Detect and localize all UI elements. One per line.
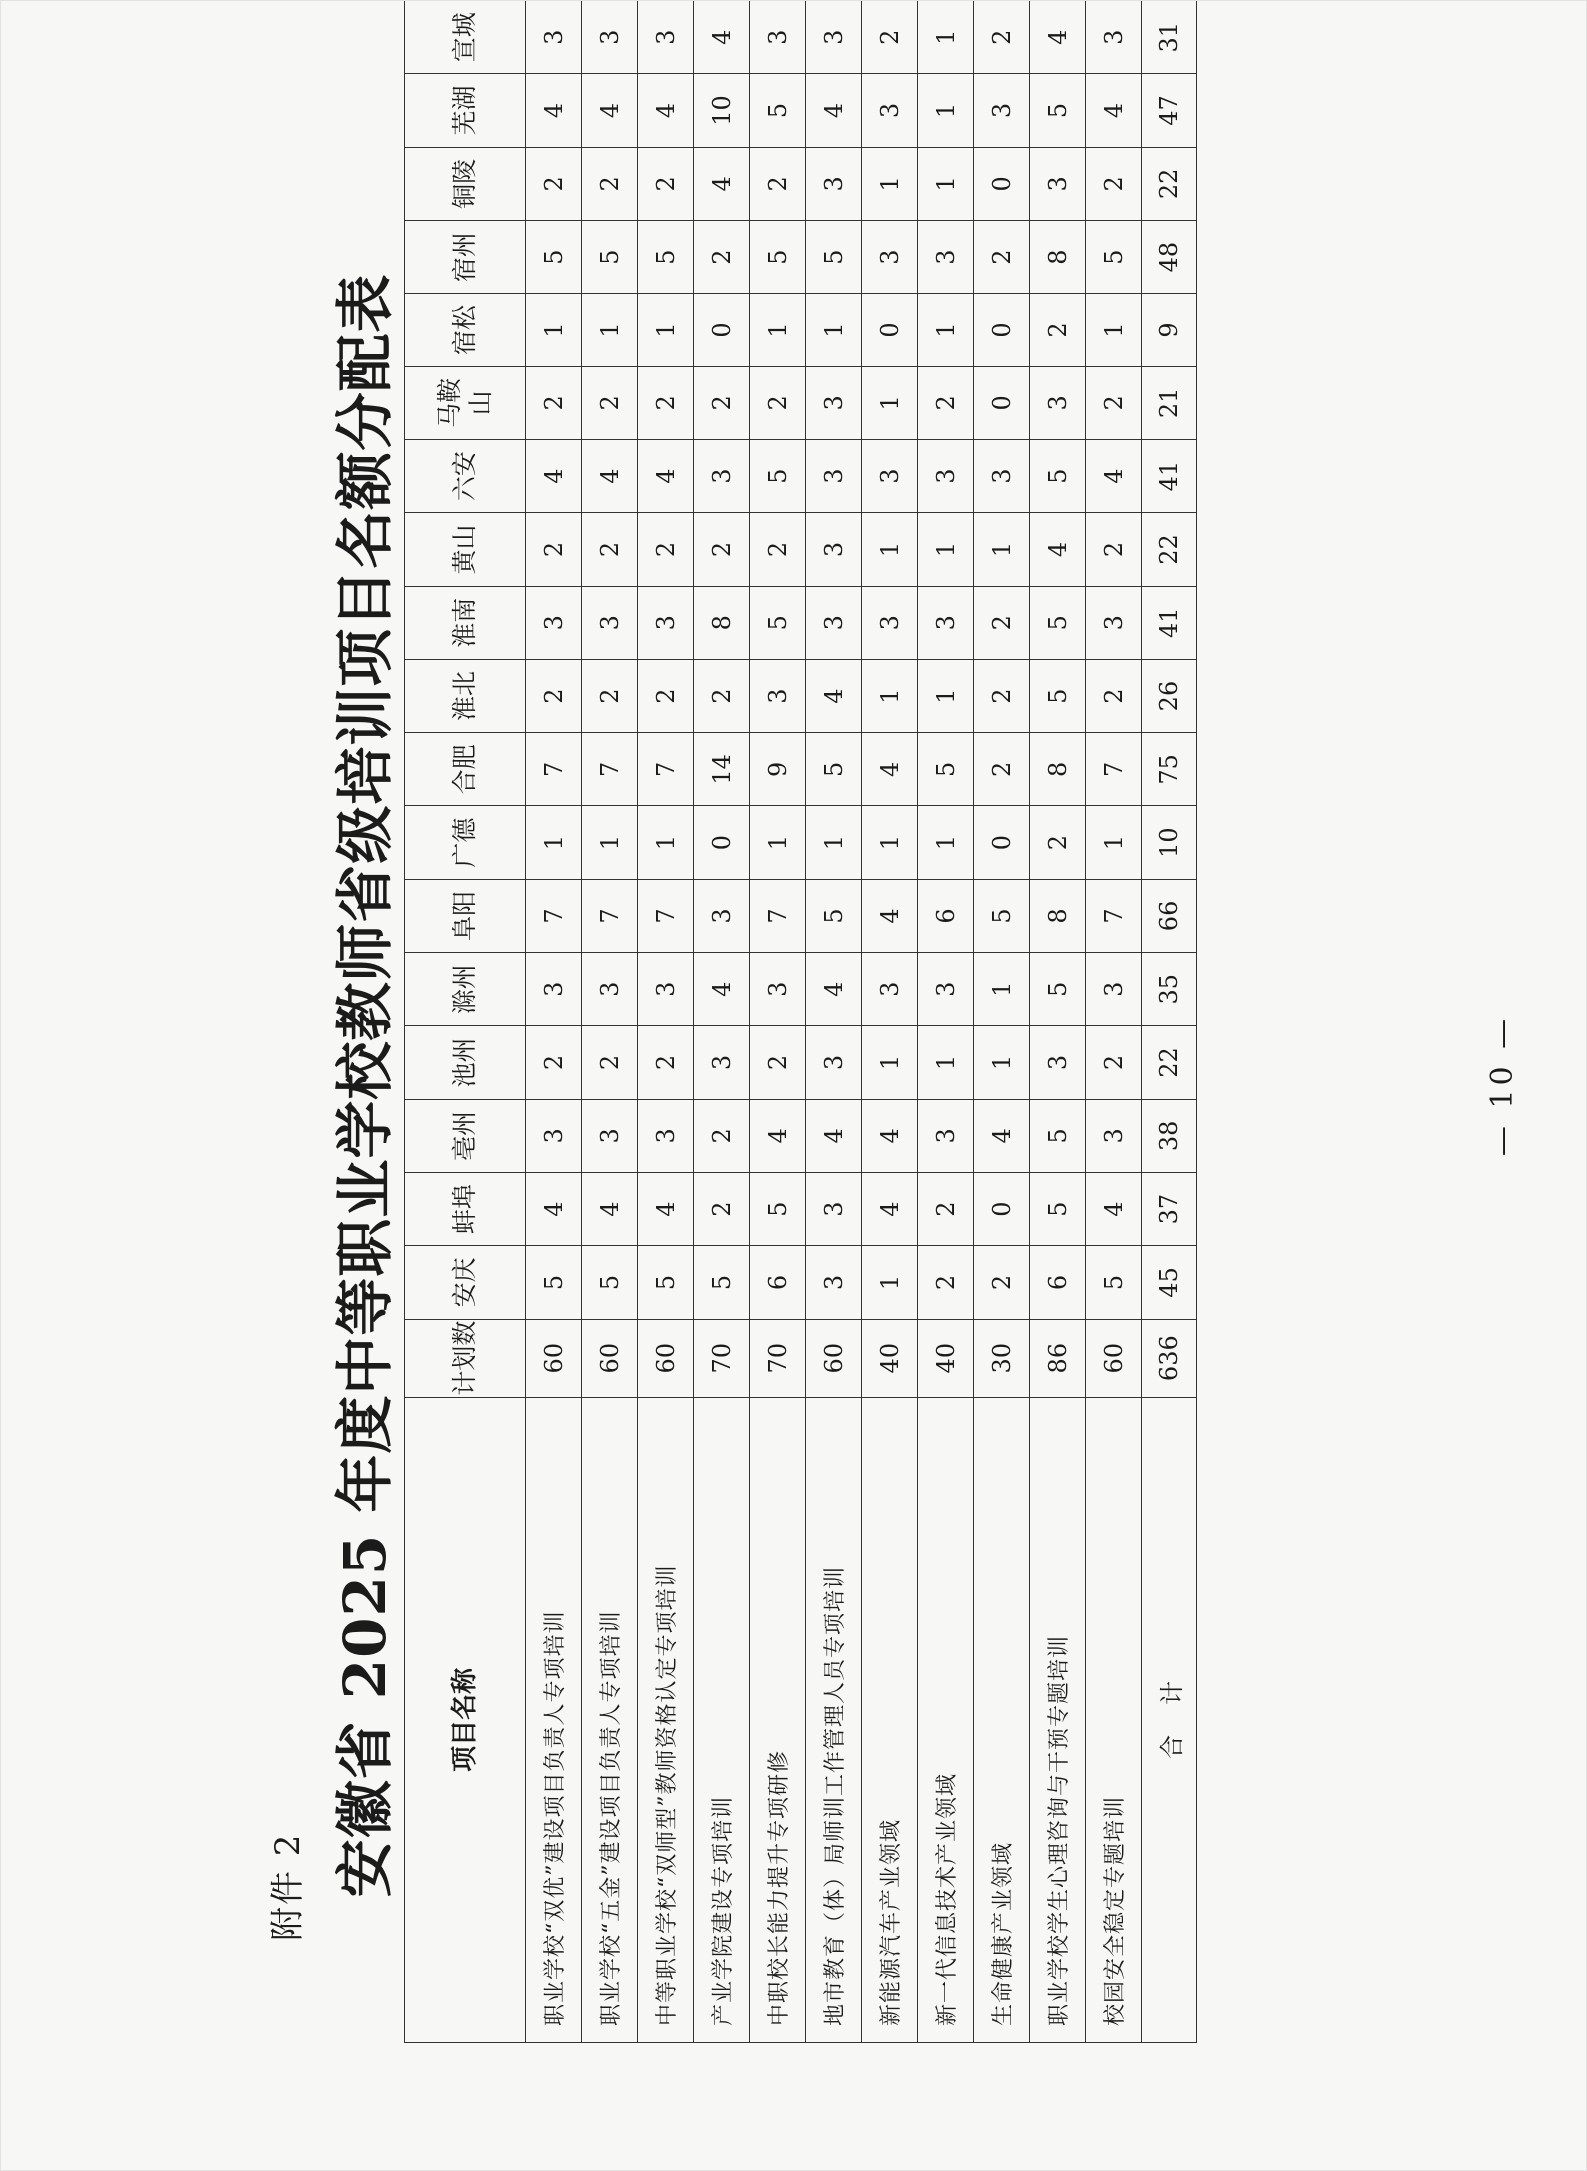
quota-cell: 4: [806, 74, 862, 147]
quota-cell: 5: [750, 220, 806, 293]
quota-cell: 4: [694, 953, 750, 1026]
quota-cell: 4: [582, 74, 638, 147]
total-quota-cell: 22: [1142, 147, 1197, 220]
quota-cell: 2: [638, 366, 694, 439]
quota-cell: 4: [862, 733, 918, 806]
quota-cell: 5: [1030, 440, 1086, 513]
quota-cell: 2: [918, 366, 974, 439]
quota-cell: 2: [638, 1026, 694, 1099]
quota-cell: 2: [582, 1026, 638, 1099]
quota-cell: 2: [974, 1, 1030, 74]
quota-cell: 4: [638, 440, 694, 513]
planned-count-cell: 86: [1030, 1319, 1086, 1397]
column-header: 项目名称: [405, 1397, 526, 2042]
total-quota-cell: 22: [1142, 1026, 1197, 1099]
quota-cell: 3: [806, 1, 862, 74]
total-row: [1142, 1, 1197, 2043]
table-row: [862, 1, 918, 2043]
quota-cell: 2: [974, 220, 1030, 293]
table-header-row: [405, 1, 526, 2043]
quota-cell: 5: [638, 220, 694, 293]
quota-cell: 3: [1030, 147, 1086, 220]
quota-cell: 5: [526, 1246, 582, 1319]
project-name-cell: 校园安全稳定专题培训: [1086, 1397, 1142, 2042]
quota-cell: 3: [694, 440, 750, 513]
quota-cell: 4: [862, 879, 918, 952]
quota-cell: 2: [918, 1172, 974, 1245]
quota-cell: 3: [806, 147, 862, 220]
total-quota-cell: 45: [1142, 1246, 1197, 1319]
planned-count-cell: 70: [694, 1319, 750, 1397]
quota-cell: 5: [1030, 1172, 1086, 1245]
quota-cell: 5: [750, 440, 806, 513]
column-header: 滁州: [405, 953, 526, 1026]
quota-cell: 2: [526, 1026, 582, 1099]
quota-cell: 2: [526, 147, 582, 220]
quota-cell: 1: [806, 294, 862, 366]
quota-cell: 1: [582, 806, 638, 879]
quota-cell: 2: [750, 1026, 806, 1099]
quota-cell: 2: [750, 147, 806, 220]
table-row: [974, 1, 1030, 2043]
quota-cell: 3: [582, 1, 638, 74]
quota-cell: 3: [862, 953, 918, 1026]
quota-cell: 1: [974, 1026, 1030, 1099]
quota-cell: 14: [694, 733, 750, 806]
quota-cell: 2: [1086, 659, 1142, 732]
quota-cell: 3: [806, 1026, 862, 1099]
quota-cell: 0: [974, 294, 1030, 366]
quota-cell: 8: [694, 586, 750, 659]
total-quota-cell: 41: [1142, 586, 1197, 659]
quota-cell: 4: [862, 1172, 918, 1245]
quota-cell: 5: [1030, 74, 1086, 147]
project-name-cell: 产业学院建设专项培训: [694, 1397, 750, 2042]
table-row: [526, 1, 582, 2043]
quota-cell: 3: [582, 586, 638, 659]
quota-cell: 7: [582, 733, 638, 806]
quota-cell: 3: [1030, 366, 1086, 439]
quota-cell: 3: [638, 1, 694, 74]
column-header: 宿松: [405, 294, 526, 366]
quota-cell: 1: [806, 806, 862, 879]
quota-cell: 5: [918, 733, 974, 806]
quota-cell: 9: [750, 733, 806, 806]
quota-cell: 7: [526, 733, 582, 806]
quota-cell: 4: [638, 1172, 694, 1245]
quota-cell: 3: [1086, 953, 1142, 1026]
column-header: 宿州: [405, 220, 526, 293]
quota-cell: 2: [582, 366, 638, 439]
quota-cell: 3: [806, 1246, 862, 1319]
quota-cell: 5: [806, 220, 862, 293]
planned-count-cell: 30: [974, 1319, 1030, 1397]
quota-cell: 1: [918, 1026, 974, 1099]
column-header: 蚌埠: [405, 1172, 526, 1245]
column-header: 铜陵: [405, 147, 526, 220]
quota-cell: 0: [974, 366, 1030, 439]
table-body: [526, 1, 1197, 2043]
quota-cell: 5: [1030, 586, 1086, 659]
column-header: 宣城: [405, 1, 526, 74]
quota-cell: 5: [1030, 1099, 1086, 1172]
table-row: [750, 1, 806, 2043]
quota-cell: 2: [694, 513, 750, 586]
quota-cell: 2: [1086, 513, 1142, 586]
quota-cell: 3: [526, 953, 582, 1026]
quota-cell: 2: [526, 366, 582, 439]
quota-cell: 3: [918, 220, 974, 293]
quota-cell: 5: [638, 1246, 694, 1319]
page-title: 安徽省 2025 年度中等职业学校教师省级培训项目名额分配表: [331, 273, 399, 1898]
attachment-label: 附件 2: [268, 1832, 308, 1941]
column-header: 六安: [405, 440, 526, 513]
quota-cell: 3: [806, 366, 862, 439]
quota-cell: 1: [750, 294, 806, 366]
quota-cell: 1: [1086, 294, 1142, 366]
quota-cell: 0: [974, 147, 1030, 220]
planned-count-cell: 60: [1086, 1319, 1142, 1397]
quota-cell: 1: [862, 806, 918, 879]
quota-cell: 1: [918, 513, 974, 586]
planned-count-cell: 70: [750, 1319, 806, 1397]
quota-cell: 1: [974, 953, 1030, 1026]
quota-cell: 2: [918, 1246, 974, 1319]
total-quota-cell: 22: [1142, 513, 1197, 586]
quota-cell: 3: [974, 440, 1030, 513]
table-row: [694, 1, 750, 2043]
quota-cell: 2: [582, 513, 638, 586]
quota-cell: 3: [806, 586, 862, 659]
quota-cell: 2: [694, 220, 750, 293]
quota-cell: 2: [1030, 294, 1086, 366]
quota-cell: 5: [582, 1246, 638, 1319]
quota-cell: 4: [1086, 1172, 1142, 1245]
project-name-cell: 地市教育（体）局师训工作管理人员专项培训: [806, 1397, 862, 2042]
quota-cell: 2: [694, 659, 750, 732]
table-row: [806, 1, 862, 2043]
column-header: 黄山: [405, 513, 526, 586]
quota-cell: 3: [582, 953, 638, 1026]
quota-cell: 5: [1030, 953, 1086, 1026]
quota-cell: 1: [918, 1, 974, 74]
quota-cell: 1: [862, 147, 918, 220]
project-name-cell: 新能源汽车产业领域: [862, 1397, 918, 2042]
quota-cell: 1: [862, 513, 918, 586]
quota-cell: 3: [918, 953, 974, 1026]
quota-cell: 2: [1086, 1026, 1142, 1099]
quota-cell: 3: [750, 1, 806, 74]
quota-cell: 3: [638, 953, 694, 1026]
column-header: 合肥: [405, 733, 526, 806]
quota-cell: 1: [918, 74, 974, 147]
quota-cell: 2: [974, 733, 1030, 806]
column-header: 安庆: [405, 1246, 526, 1319]
quota-cell: 2: [862, 1, 918, 74]
quota-cell: 3: [862, 440, 918, 513]
quota-cell: 8: [1030, 733, 1086, 806]
column-header: 计划数: [405, 1319, 526, 1397]
project-name-cell: 职业学校学生心理咨询与干预专题培训: [1030, 1397, 1086, 2042]
quota-cell: 4: [526, 440, 582, 513]
quota-cell: 3: [1030, 1026, 1086, 1099]
quota-cell: 2: [750, 366, 806, 439]
total-quota-cell: 66: [1142, 879, 1197, 952]
quota-cell: 6: [918, 879, 974, 952]
table-row: [1030, 1, 1086, 2043]
quota-cell: 2: [974, 1246, 1030, 1319]
quota-cell: 4: [862, 1099, 918, 1172]
quota-cell: 3: [1086, 586, 1142, 659]
table-row: [918, 1, 974, 2043]
quota-cell: 1: [918, 659, 974, 732]
allocation-table: [404, 0, 1197, 2043]
table-row: [1086, 1, 1142, 2043]
quota-cell: 1: [862, 366, 918, 439]
quota-cell: 1: [1086, 806, 1142, 879]
quota-cell: 3: [750, 659, 806, 732]
quota-cell: 1: [862, 1026, 918, 1099]
quota-cell: 4: [638, 74, 694, 147]
quota-cell: 4: [806, 659, 862, 732]
quota-cell: 1: [862, 1246, 918, 1319]
quota-cell: 2: [1030, 806, 1086, 879]
quota-cell: 0: [974, 1172, 1030, 1245]
total-label: 合计: [1142, 1397, 1197, 2042]
planned-count-cell: 60: [526, 1319, 582, 1397]
quota-cell: 2: [638, 513, 694, 586]
quota-cell: 7: [1086, 733, 1142, 806]
quota-cell: 2: [526, 513, 582, 586]
quota-cell: 7: [582, 879, 638, 952]
quota-cell: 5: [1086, 220, 1142, 293]
quota-cell: 7: [638, 733, 694, 806]
project-name-cell: 中职校长能力提升专项研修: [750, 1397, 806, 2042]
quota-cell: 0: [694, 806, 750, 879]
quota-cell: 3: [638, 1099, 694, 1172]
quota-cell: 8: [1030, 220, 1086, 293]
quota-cell: 1: [918, 294, 974, 366]
quota-cell: 2: [1086, 147, 1142, 220]
total-quota-cell: 41: [1142, 440, 1197, 513]
planned-count-cell: 60: [806, 1319, 862, 1397]
quota-cell: 3: [918, 1099, 974, 1172]
quota-cell: 2: [974, 586, 1030, 659]
quota-cell: 3: [806, 1172, 862, 1245]
quota-cell: 3: [974, 74, 1030, 147]
page-number: — 10 —: [1485, 1014, 1520, 1157]
planned-count-cell: 40: [862, 1319, 918, 1397]
project-name-cell: 职业学校“双优”建设项目负责人专项培训: [526, 1397, 582, 2042]
quota-cell: 2: [694, 1099, 750, 1172]
total-quota-cell: 31: [1142, 1, 1197, 74]
total-quota-cell: 21: [1142, 366, 1197, 439]
quota-cell: 3: [694, 1026, 750, 1099]
quota-cell: 8: [1030, 879, 1086, 952]
total-quota-cell: 38: [1142, 1099, 1197, 1172]
quota-cell: 3: [918, 440, 974, 513]
quota-cell: 1: [638, 294, 694, 366]
quota-cell: 2: [582, 659, 638, 732]
planned-count-cell: 60: [582, 1319, 638, 1397]
project-name-cell: 中等职业学校“双师型”教师资格认定专项培训: [638, 1397, 694, 2042]
quota-cell: 2: [638, 659, 694, 732]
quota-cell: 5: [806, 879, 862, 952]
allocation-table-wrapper: [404, 0, 1197, 2043]
total-quota-cell: 9: [1142, 294, 1197, 366]
column-header: 淮南: [405, 586, 526, 659]
column-header: 芜湖: [405, 74, 526, 147]
quota-cell: 5: [750, 1172, 806, 1245]
quota-cell: 1: [918, 147, 974, 220]
project-name-cell: 职业学校“五金”建设项目负责人专项培训: [582, 1397, 638, 2042]
quota-cell: 6: [1030, 1246, 1086, 1319]
quota-cell: 1: [862, 659, 918, 732]
quota-cell: 1: [918, 806, 974, 879]
quota-cell: 1: [974, 513, 1030, 586]
table-row: [638, 1, 694, 2043]
quota-cell: 1: [526, 294, 582, 366]
quota-cell: 0: [694, 294, 750, 366]
project-name-cell: 新一代信息技术产业领域: [918, 1397, 974, 2042]
planned-count-cell: 60: [638, 1319, 694, 1397]
quota-cell: 3: [526, 1099, 582, 1172]
total-quota-cell: 35: [1142, 953, 1197, 1026]
quota-cell: 4: [806, 1099, 862, 1172]
quota-cell: 5: [750, 586, 806, 659]
quota-cell: 0: [862, 294, 918, 366]
quota-cell: 5: [582, 220, 638, 293]
quota-cell: 2: [694, 366, 750, 439]
quota-cell: 3: [806, 440, 862, 513]
column-header: 广德: [405, 806, 526, 879]
quota-cell: 4: [1086, 74, 1142, 147]
quota-cell: 1: [638, 806, 694, 879]
quota-cell: 1: [582, 294, 638, 366]
quota-cell: 4: [582, 440, 638, 513]
total-quota-cell: 75: [1142, 733, 1197, 806]
quota-cell: 3: [582, 1099, 638, 1172]
planned-count-cell: 40: [918, 1319, 974, 1397]
quota-cell: 4: [694, 1, 750, 74]
total-quota-cell: 48: [1142, 220, 1197, 293]
quota-cell: 7: [638, 879, 694, 952]
quota-cell: 5: [806, 733, 862, 806]
total-quota-cell: 10: [1142, 806, 1197, 879]
quota-cell: 3: [806, 513, 862, 586]
quota-cell: 7: [1086, 879, 1142, 952]
quota-cell: 3: [1086, 1, 1142, 74]
quota-cell: 2: [526, 659, 582, 732]
quota-cell: 5: [750, 74, 806, 147]
quota-cell: 5: [1030, 659, 1086, 732]
quota-cell: 5: [694, 1246, 750, 1319]
quota-cell: 5: [1086, 1246, 1142, 1319]
total-planned-cell: 636: [1142, 1319, 1197, 1397]
quota-cell: 4: [582, 1172, 638, 1245]
column-header: 马鞍山: [405, 366, 526, 439]
quota-cell: 2: [1086, 366, 1142, 439]
quota-cell: 10: [694, 74, 750, 147]
quota-cell: 4: [526, 1172, 582, 1245]
quota-cell: 4: [806, 953, 862, 1026]
column-header: 淮北: [405, 659, 526, 732]
total-quota-cell: 26: [1142, 659, 1197, 732]
quota-cell: 3: [862, 220, 918, 293]
column-header: 亳州: [405, 1099, 526, 1172]
quota-cell: 2: [694, 1172, 750, 1245]
quota-cell: 2: [638, 147, 694, 220]
quota-cell: 3: [918, 586, 974, 659]
quota-cell: 3: [750, 953, 806, 1026]
total-quota-cell: 47: [1142, 74, 1197, 147]
quota-cell: 1: [526, 806, 582, 879]
quota-cell: 7: [526, 879, 582, 952]
quota-cell: 4: [974, 1099, 1030, 1172]
quota-cell: 4: [1030, 513, 1086, 586]
quota-cell: 5: [526, 220, 582, 293]
quota-cell: 4: [1030, 1, 1086, 74]
quota-cell: 1: [750, 806, 806, 879]
quota-cell: 7: [750, 879, 806, 952]
quota-cell: 3: [694, 879, 750, 952]
quota-cell: 2: [750, 513, 806, 586]
quota-cell: 3: [1086, 1099, 1142, 1172]
quota-cell: 3: [638, 586, 694, 659]
column-header: 阜阳: [405, 879, 526, 952]
quota-cell: 3: [526, 1, 582, 74]
quota-cell: 2: [974, 659, 1030, 732]
quota-cell: 0: [974, 806, 1030, 879]
quota-cell: 4: [526, 74, 582, 147]
quota-cell: 4: [694, 147, 750, 220]
quota-cell: 2: [582, 147, 638, 220]
quota-cell: 6: [750, 1246, 806, 1319]
column-header: 池州: [405, 1026, 526, 1099]
total-quota-cell: 37: [1142, 1172, 1197, 1245]
project-name-cell: 生命健康产业领域: [974, 1397, 1030, 2042]
table-row: [582, 1, 638, 2043]
quota-cell: 4: [1086, 440, 1142, 513]
quota-cell: 3: [526, 586, 582, 659]
quota-cell: 3: [862, 586, 918, 659]
quota-cell: 4: [750, 1099, 806, 1172]
quota-cell: 3: [862, 74, 918, 147]
quota-cell: 5: [974, 879, 1030, 952]
